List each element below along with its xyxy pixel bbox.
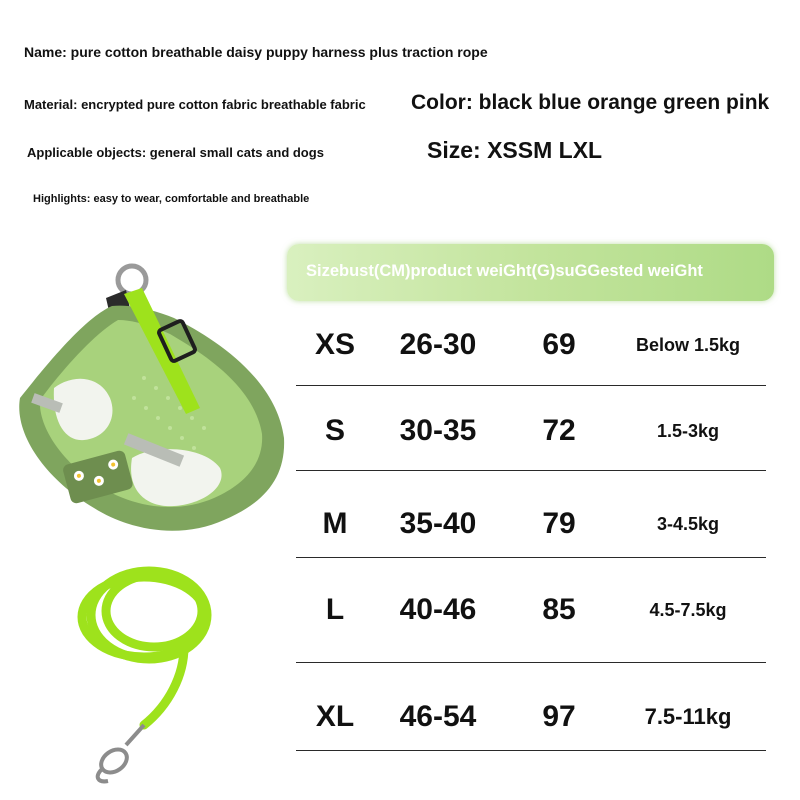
product-highlights: Highlights: easy to wear, comfortable and breathable [33, 193, 310, 205]
row-bust: 35-40 [399, 507, 477, 540]
row-suggested-weight: Below 1.5kg [635, 334, 741, 355]
harness-image [14, 258, 290, 548]
leash-image [74, 555, 224, 785]
product-applicable-objects: Applicable objects: general small cats and dogs [27, 145, 324, 160]
row-product-weight: 79 [542, 507, 576, 540]
product-material: Material: encrypted pure cotton fabric breathable fabric [24, 97, 366, 112]
table-row [296, 481, 766, 567]
row-suggested-weight: 7.5-11kg [644, 704, 732, 729]
row-divider [296, 750, 766, 751]
product-colors: Color: black blue orange green pink [411, 91, 770, 114]
table-row [296, 388, 766, 474]
row-size: XS [314, 328, 356, 361]
row-suggested-weight: 4.5-7.5kg [649, 599, 727, 620]
row-bust: 46-54 [399, 700, 477, 733]
product-sizes: Size: XSSM LXL [427, 137, 603, 163]
row-size: L [325, 593, 345, 626]
row-product-weight: 97 [542, 700, 576, 733]
row-size: S [324, 414, 345, 447]
row-divider [296, 662, 766, 663]
row-suggested-weight: 3-4.5kg [656, 513, 720, 534]
table-row [296, 567, 766, 653]
table-row [296, 674, 766, 760]
row-bust: 30-35 [399, 414, 477, 447]
row-bust: 26-30 [399, 328, 477, 361]
row-product-weight: 72 [542, 414, 576, 447]
table-row [296, 302, 766, 388]
row-product-weight: 85 [542, 593, 576, 626]
size-table-header-label: Sizebust(CM)product weiGht(G)suGGested weiGht [306, 262, 703, 280]
row-size: XL [315, 700, 355, 733]
product-name: Name: pure cotton breathable daisy puppy harness plus traction rope [24, 44, 488, 60]
row-divider [296, 557, 766, 558]
row-product-weight: 69 [542, 328, 576, 361]
size-table-header [287, 244, 774, 301]
row-bust: 40-46 [399, 593, 477, 626]
row-suggested-weight: 1.5-3kg [656, 420, 720, 441]
row-divider [296, 470, 766, 471]
row-divider [296, 385, 766, 386]
row-size: M [322, 507, 348, 540]
